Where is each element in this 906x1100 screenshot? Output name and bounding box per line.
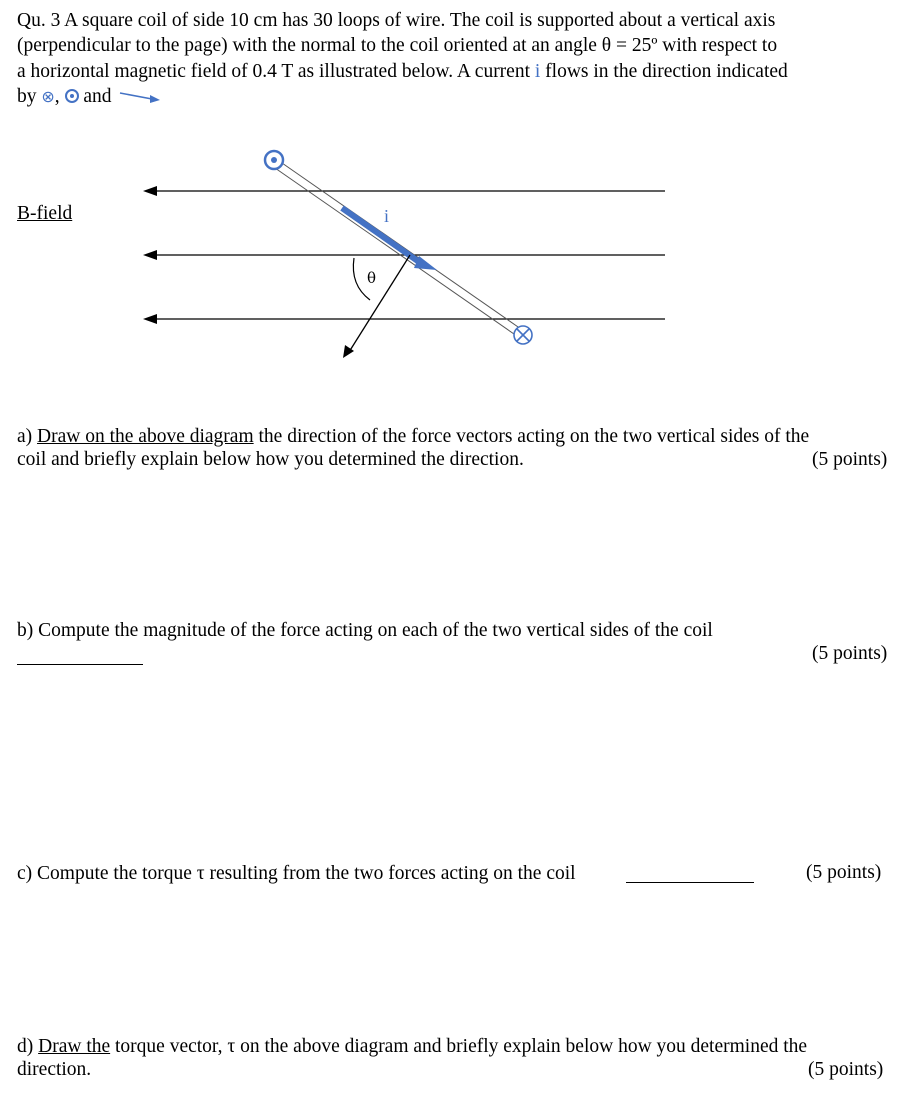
current-symbol: i: [534, 60, 541, 82]
out-of-page-symbol-icon: [265, 151, 283, 169]
intro-line-4-a: by: [17, 85, 42, 107]
part-c-answer-blank[interactable]: [626, 882, 754, 883]
into-page-symbol-icon: [514, 326, 532, 344]
current-arrow: [342, 208, 437, 270]
intro-line-4-b: and: [78, 85, 112, 107]
part-d-line-1: [17, 1035, 897, 1058]
part-a-label: a): [17, 426, 38, 447]
intro-comma: ,: [54, 85, 65, 107]
part-d-label: d): [17, 1036, 39, 1057]
part-b-points: (5 points): [812, 643, 888, 664]
into-page-icon: ⊗: [41, 86, 55, 106]
part-d-line-1-rest: torque vector, τ on the above diagram and briefly explain below how you determined the: [110, 1036, 808, 1057]
part-c-points: (5 points): [806, 862, 882, 883]
bfield-line-3: [143, 314, 665, 324]
part-b-answer-blank[interactable]: [17, 664, 143, 665]
part-b-text: b) Compute the magnitude of the force acting on each of the two vertical sides of the coil: [17, 620, 713, 641]
part-a-underlined: Draw on the above diagram: [37, 426, 254, 447]
intro-line-3-b: flows in the direction indicated: [540, 60, 788, 82]
intro-line-1: Qu. 3 A square coil of side 10 cm has 30 loops of wire. The coil is supported about a vertical axis: [17, 10, 776, 31]
current-label: i: [384, 206, 390, 226]
part-a-points: (5 points): [812, 449, 888, 470]
part-d-line-2: direction.: [17, 1059, 92, 1080]
part-a-line-1-rest: the direction of the force vectors acting on the two vertical sides of the: [253, 426, 810, 447]
part-d: [17, 1035, 897, 1081]
part-a-line-2: coil and briefly explain below how you determined the direction.: [17, 449, 524, 470]
part-c-text: c) Compute the torque τ resulting from the two forces acting on the coil: [17, 863, 576, 884]
part-a: [17, 425, 897, 471]
part-d-underlined: Draw the: [38, 1036, 111, 1057]
intro-line-2: (perpendicular to the page) with the normal to the coil oriented at an angle θ = 25º with respect to: [17, 35, 778, 57]
part-a-line-1: [17, 425, 897, 448]
part-d-points: (5 points): [808, 1059, 884, 1080]
angle-label: θ: [367, 269, 377, 287]
coil-diagram: [0, 0, 906, 400]
bfield-line-1: [143, 186, 665, 196]
intro-line-3-a: a horizontal magnetic field of 0.4 T as illustrated below. A current: [17, 60, 535, 82]
bfield-label: B-field: [17, 203, 73, 224]
